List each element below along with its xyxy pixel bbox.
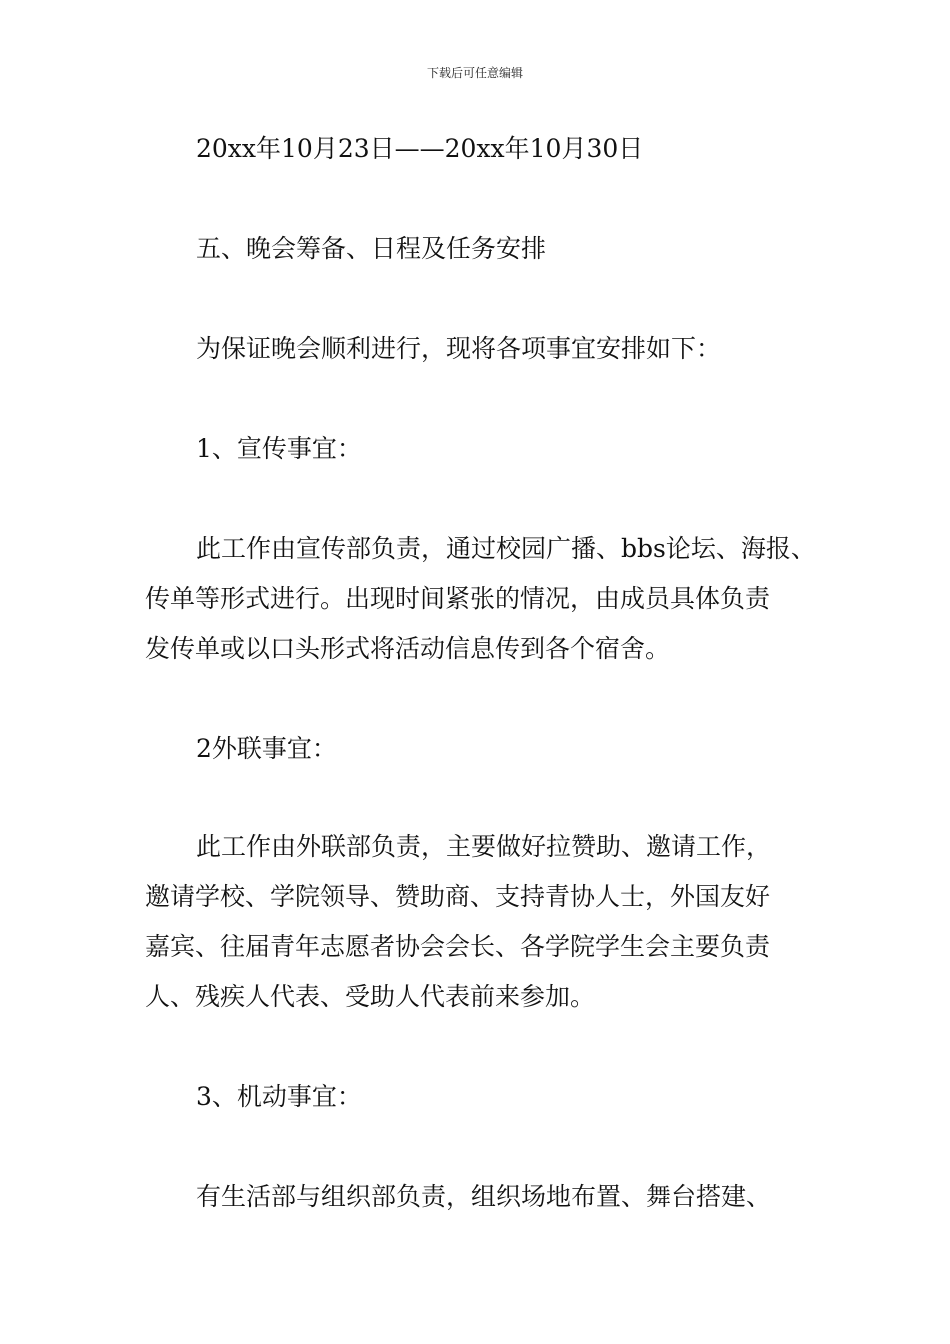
page-header-note: 下载后可任意编辑: [426, 66, 523, 80]
item3-body-line: 有生活部与组织部负责，组织场地布置、舞台搭建、: [196, 1182, 772, 1211]
item2-body-line: 嘉宾、往届青年志愿者协会会长、各学院学生会主要负责: [145, 932, 771, 961]
item1-body-line: 发传单或以口头形式将活动信息传到各个宿舍。: [145, 634, 671, 663]
item1-body-line: 传单等形式进行。出现时间紧张的情况，由成员具体负责: [145, 584, 771, 613]
section-title: 五、晚会筹备、日程及任务安排: [196, 234, 547, 263]
intro-paragraph: 为保证晚会顺利进行，现将各项事宜安排如下：: [196, 334, 722, 363]
item2-body-line: 此工作由外联部负责，主要做好拉赞助、邀请工作，: [196, 832, 772, 861]
item2-body-line: 邀请学校、学院领导、赞助商、支持青协人士，外国友好: [145, 882, 771, 911]
item1-heading: 1、宣传事宜：: [196, 434, 362, 463]
item2-heading: 2外联事宜：: [196, 734, 337, 763]
item2-body-line: 人、残疾人代表、受助人代表前来参加。: [145, 982, 596, 1011]
date-range: 20xx年10月23日——20xx年10月30日: [196, 134, 644, 163]
item1-body-line: 此工作由宣传部负责，通过校园广播、bbs论坛、海报、: [196, 534, 816, 563]
item3-heading: 3、机动事宜：: [196, 1082, 362, 1111]
